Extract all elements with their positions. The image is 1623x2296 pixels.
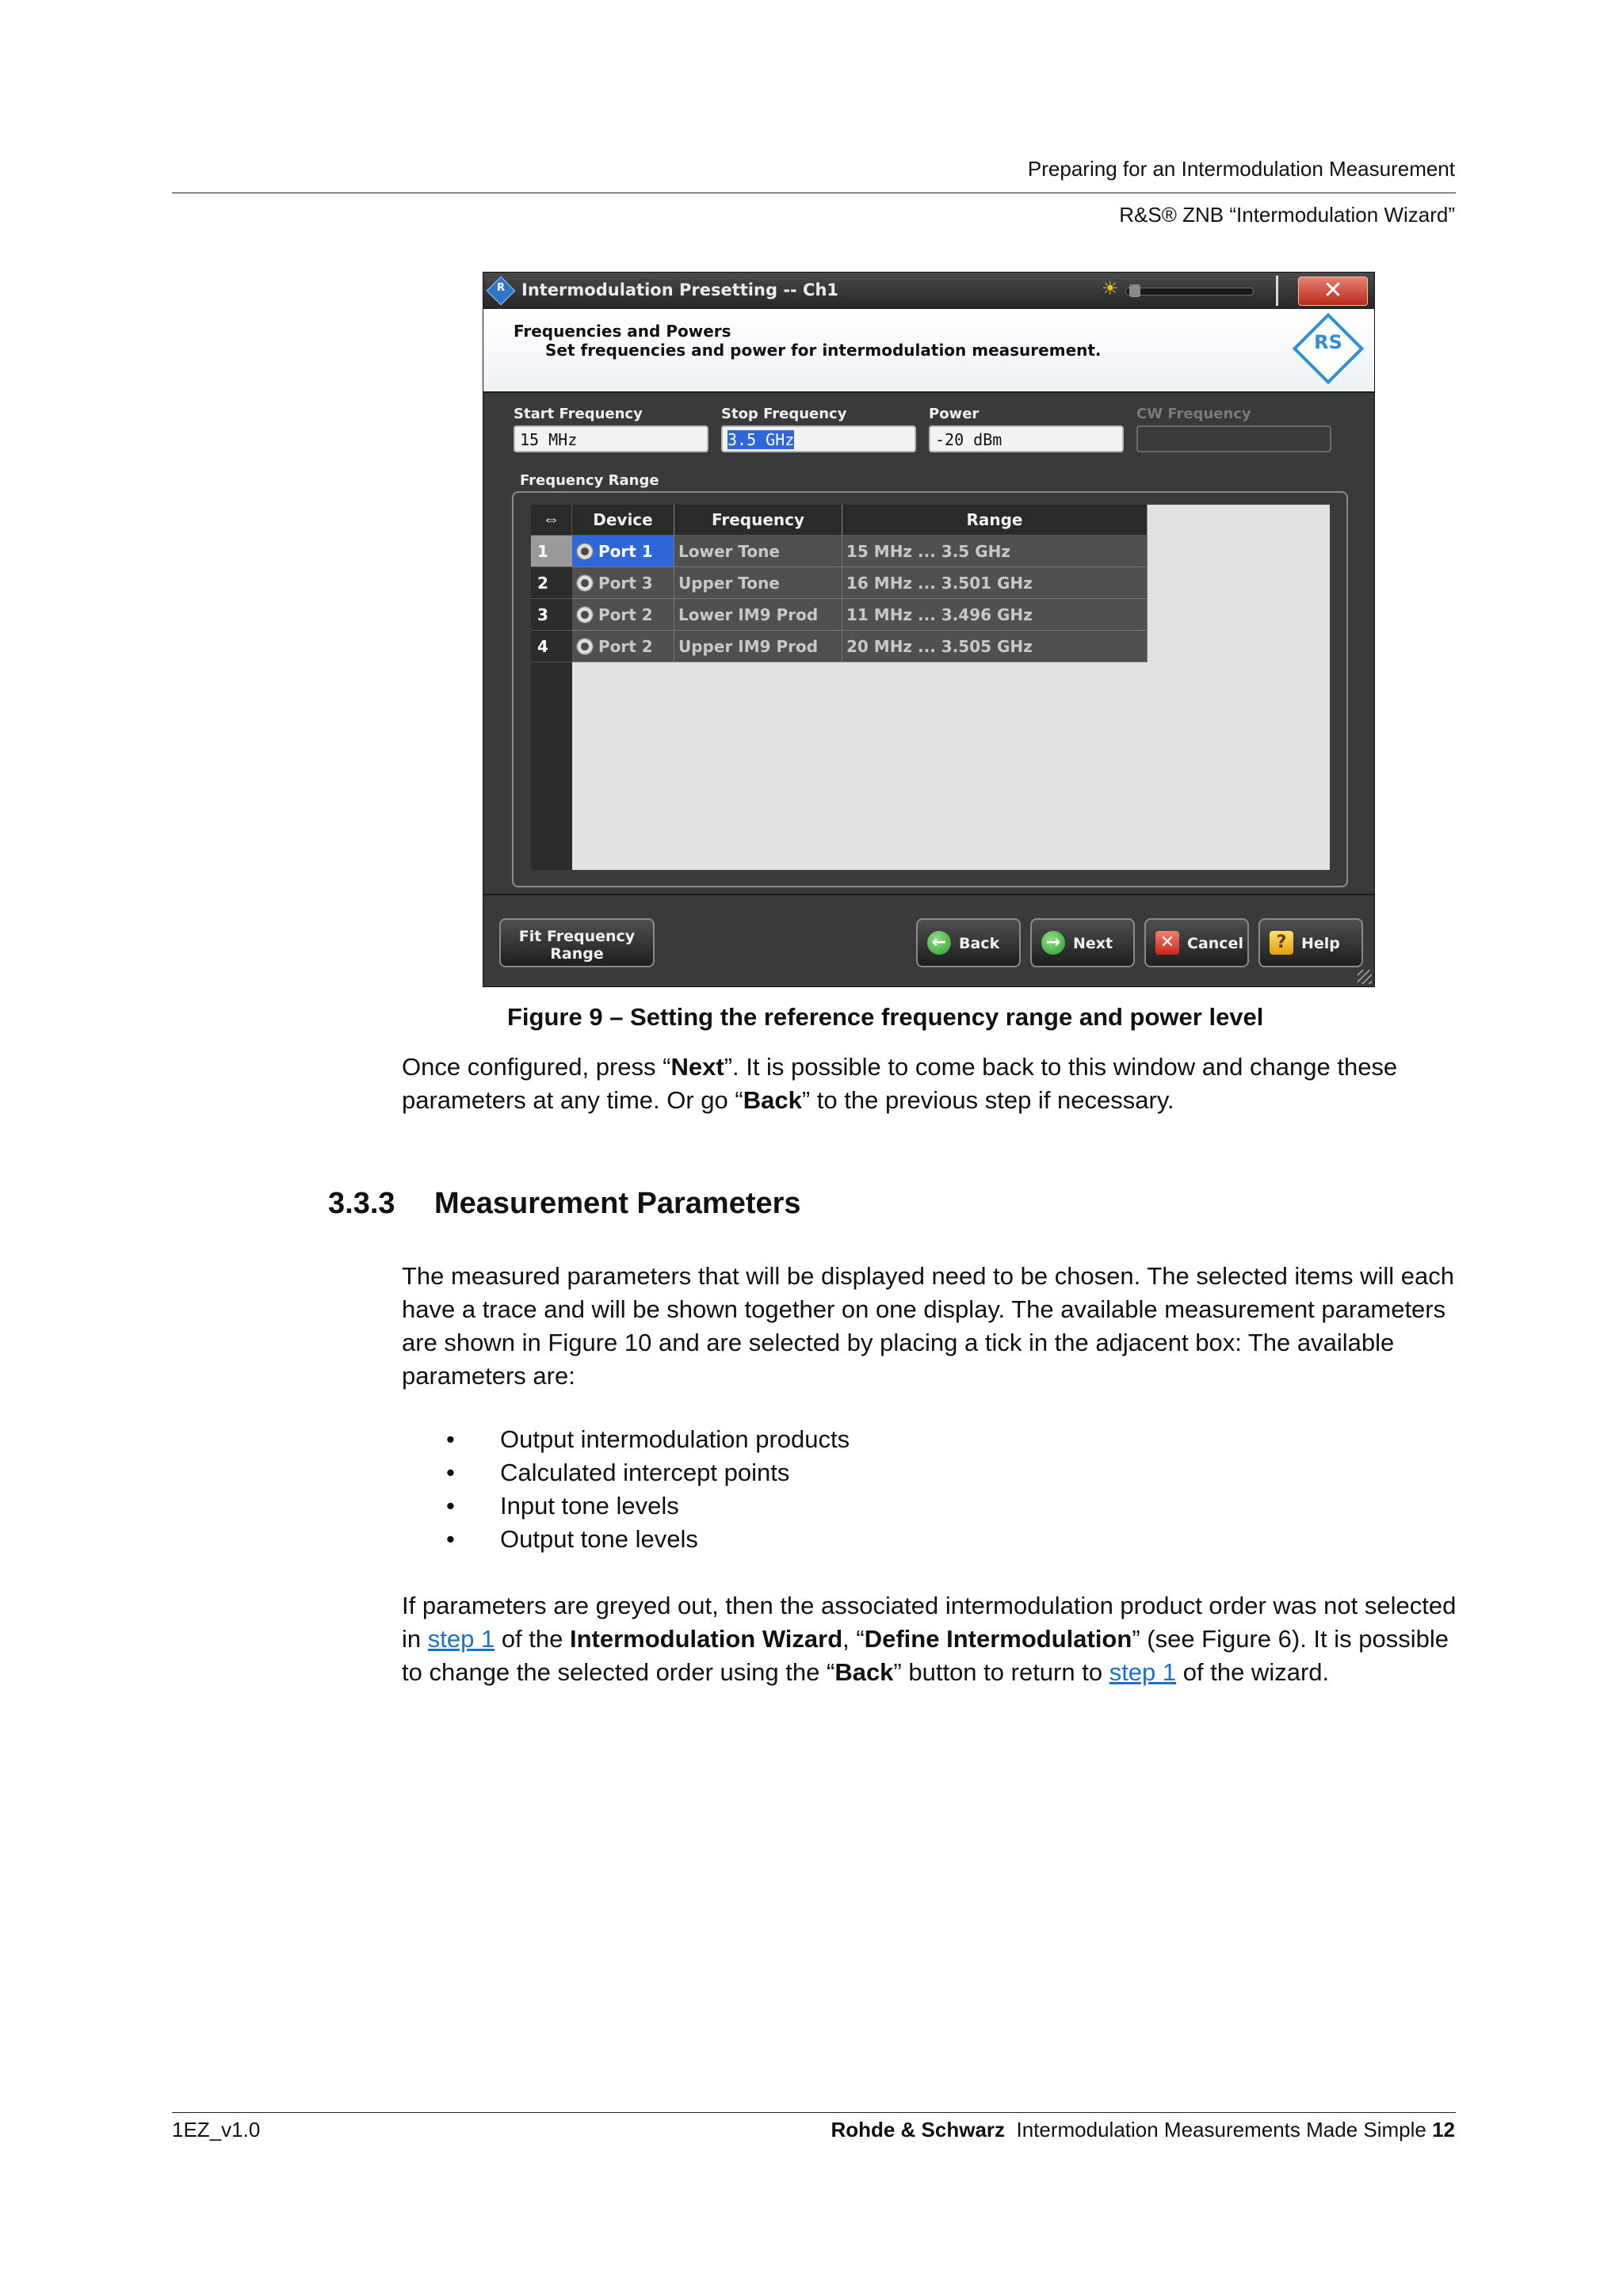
table-cell-frequency[interactable]: Upper Tone [674,567,842,599]
port-connector-icon [576,606,594,624]
fit-label-line2: Range [550,945,604,963]
row-number[interactable]: 4 [531,631,572,662]
list-item: • Output intermodulation products [446,1423,850,1456]
fit-label-line1: Fit Frequency [518,928,636,945]
footer-doc-title: Intermodulation Measurements Made Simple [1016,2118,1426,2142]
row-number[interactable]: 1 [531,536,572,567]
column-header-device[interactable]: Device [572,505,674,536]
power-input[interactable]: -20 dBm [929,425,1124,452]
text-bold-next: Next [670,1053,724,1081]
transparency-slider[interactable] [1125,288,1254,296]
port-connector-icon [576,543,594,560]
power-label: Power [929,406,980,422]
table-cell-device[interactable] [572,631,674,662]
resize-columns-icon[interactable]: ⇔ [531,505,572,536]
device-label: Port 2 [598,637,653,656]
table-cell-frequency[interactable]: Lower IM9 Prod [674,599,842,631]
text-bold-back: Back [834,1658,894,1686]
text-run: ”. It is possible to come back to this window and change these parameters at any time. Or go “ [402,1053,1398,1114]
frequency-range-group-label: Frequency Range [520,472,659,489]
frequency-range-table [531,505,1330,870]
text-run: of the wizard. [1176,1658,1330,1686]
table-cell-range[interactable]: 16 MHz ... 3.501 GHz [842,567,1148,599]
device-label: Port 1 [598,542,653,561]
row-number[interactable]: 3 [531,599,572,631]
transparency-sun-icon: ☀ [1102,278,1119,299]
intermodulation-presetting-dialog [483,272,1375,987]
fit-frequency-range-button[interactable] [499,918,655,967]
table-cell-device[interactable] [572,567,674,599]
table-cell-range[interactable]: 11 MHz ... 3.496 GHz [842,599,1148,631]
table-cell-frequency[interactable]: Lower Tone [674,536,842,567]
rohde-schwarz-logo-text: RS [1314,331,1342,353]
start-frequency-input[interactable]: 15 MHz [514,425,708,452]
stop-frequency-selected-text: 3.5 GHz [727,430,795,449]
row-number[interactable]: 2 [531,567,572,599]
step-1-link[interactable]: step 1 [1109,1658,1177,1686]
help-question-icon: ? [1270,931,1293,955]
footer-page-number: 12 [1432,2118,1455,2142]
fit-frequency-range-label [501,928,653,963]
paragraph-next-back [402,1051,1464,1117]
banner-title: Frequencies and Powers [514,322,731,341]
header-section-title: Preparing for an Intermodulation Measurement [1027,157,1455,181]
cancel-x-icon: ✕ [1155,931,1179,955]
device-label: Port 3 [598,574,653,593]
port-connector-icon [576,574,594,592]
back-button[interactable] [916,918,1021,967]
dialog-title: Intermodulation Presetting -- Ch1 [521,280,839,299]
text-run: ” (see Figure 6). It is possible to change the selected order using the “ [402,1625,1449,1686]
section-title: Measurement Parameters [434,1187,801,1220]
list-item: • Calculated intercept points [446,1456,850,1489]
parameter-bullet-list [446,1423,850,1556]
text-run: ” to the previous step if necessary. [801,1086,1174,1114]
cancel-label: Cancel [1187,935,1243,952]
help-label: Help [1301,935,1340,952]
text-bold-define: Define Intermodulation [864,1625,1132,1653]
titlebar-divider [1276,276,1278,306]
dialog-footer-separator [483,894,1374,895]
table-cell-frequency[interactable]: Upper IM9 Prod [674,631,842,662]
text-run: ” button to return to [893,1658,1109,1686]
text-run: Once configured, press “ [402,1053,671,1081]
dialog-titlebar [483,273,1374,310]
resize-grip-icon[interactable] [1358,970,1372,984]
paragraph-measured-parameters: The measured parameters that will be displayed need to be chosen. The selected items will each have a trace and will be shown together on one display. The available measurement parameters are shown in Figure 10 and are selected by placing a tick in the adjacent box: The available parameters are: [402,1262,1454,1390]
stop-frequency-label: Stop Frequency [721,406,847,422]
close-button[interactable]: ✕ [1298,277,1368,306]
text-run: If parameters are greyed out, then the associated intermodulation product order was not selected in [402,1592,1457,1653]
next-arrow-icon: → [1041,931,1065,955]
section-number: 3.3.3 [328,1187,395,1220]
column-header-frequency[interactable]: Frequency [674,505,842,536]
footer-doc-id: 1EZ_v1.0 [172,2118,261,2142]
device-label: Port 2 [598,605,653,624]
section-heading [328,1187,801,1221]
footer-company: Rohde & Schwarz [831,2118,1006,2142]
text-run: , “ [842,1625,865,1653]
back-arrow-icon: ← [927,931,951,955]
column-header-range[interactable]: Range [842,505,1148,536]
wizard-step-banner [483,309,1374,393]
stop-frequency-input[interactable] [721,425,916,452]
list-item: • Output tone levels [446,1523,850,1556]
cw-frequency-input [1136,425,1331,452]
back-label: Back [959,935,1000,952]
text-bold-back: Back [743,1086,802,1114]
footer-right [831,2118,1455,2142]
text-bold-wizard: Intermodulation Wizard [570,1625,843,1653]
header-subsection-title: R&S® ZNB “Intermodulation Wizard” [1119,203,1455,227]
cancel-button[interactable] [1144,918,1249,967]
footer-rule [172,2112,1456,2113]
next-button[interactable] [1030,918,1135,967]
table-cell-range[interactable]: 15 MHz ... 3.5 GHz [842,536,1148,567]
help-button[interactable] [1258,918,1363,967]
transparency-slider-handle[interactable] [1129,284,1140,297]
start-frequency-label: Start Frequency [514,406,643,422]
next-label: Next [1073,935,1113,952]
list-item: • Input tone levels [446,1489,850,1523]
figure-caption: Figure 9 – Setting the reference frequency range and power level [507,1003,1264,1031]
paragraph-greyed-out [402,1589,1464,1689]
port-connector-icon [576,638,594,655]
app-logo-glyph: R [496,282,505,294]
table-cell-device[interactable] [572,536,674,567]
table-cell-device[interactable] [572,599,674,631]
cw-frequency-label: CW Frequency [1136,406,1251,422]
banner-subtitle: Set frequencies and power for intermodulation measurement. [545,341,1102,360]
text-run: of the [495,1625,570,1653]
table-cell-range[interactable]: 20 MHz ... 3.505 GHz [842,631,1148,662]
step-1-link[interactable]: step 1 [427,1625,495,1653]
